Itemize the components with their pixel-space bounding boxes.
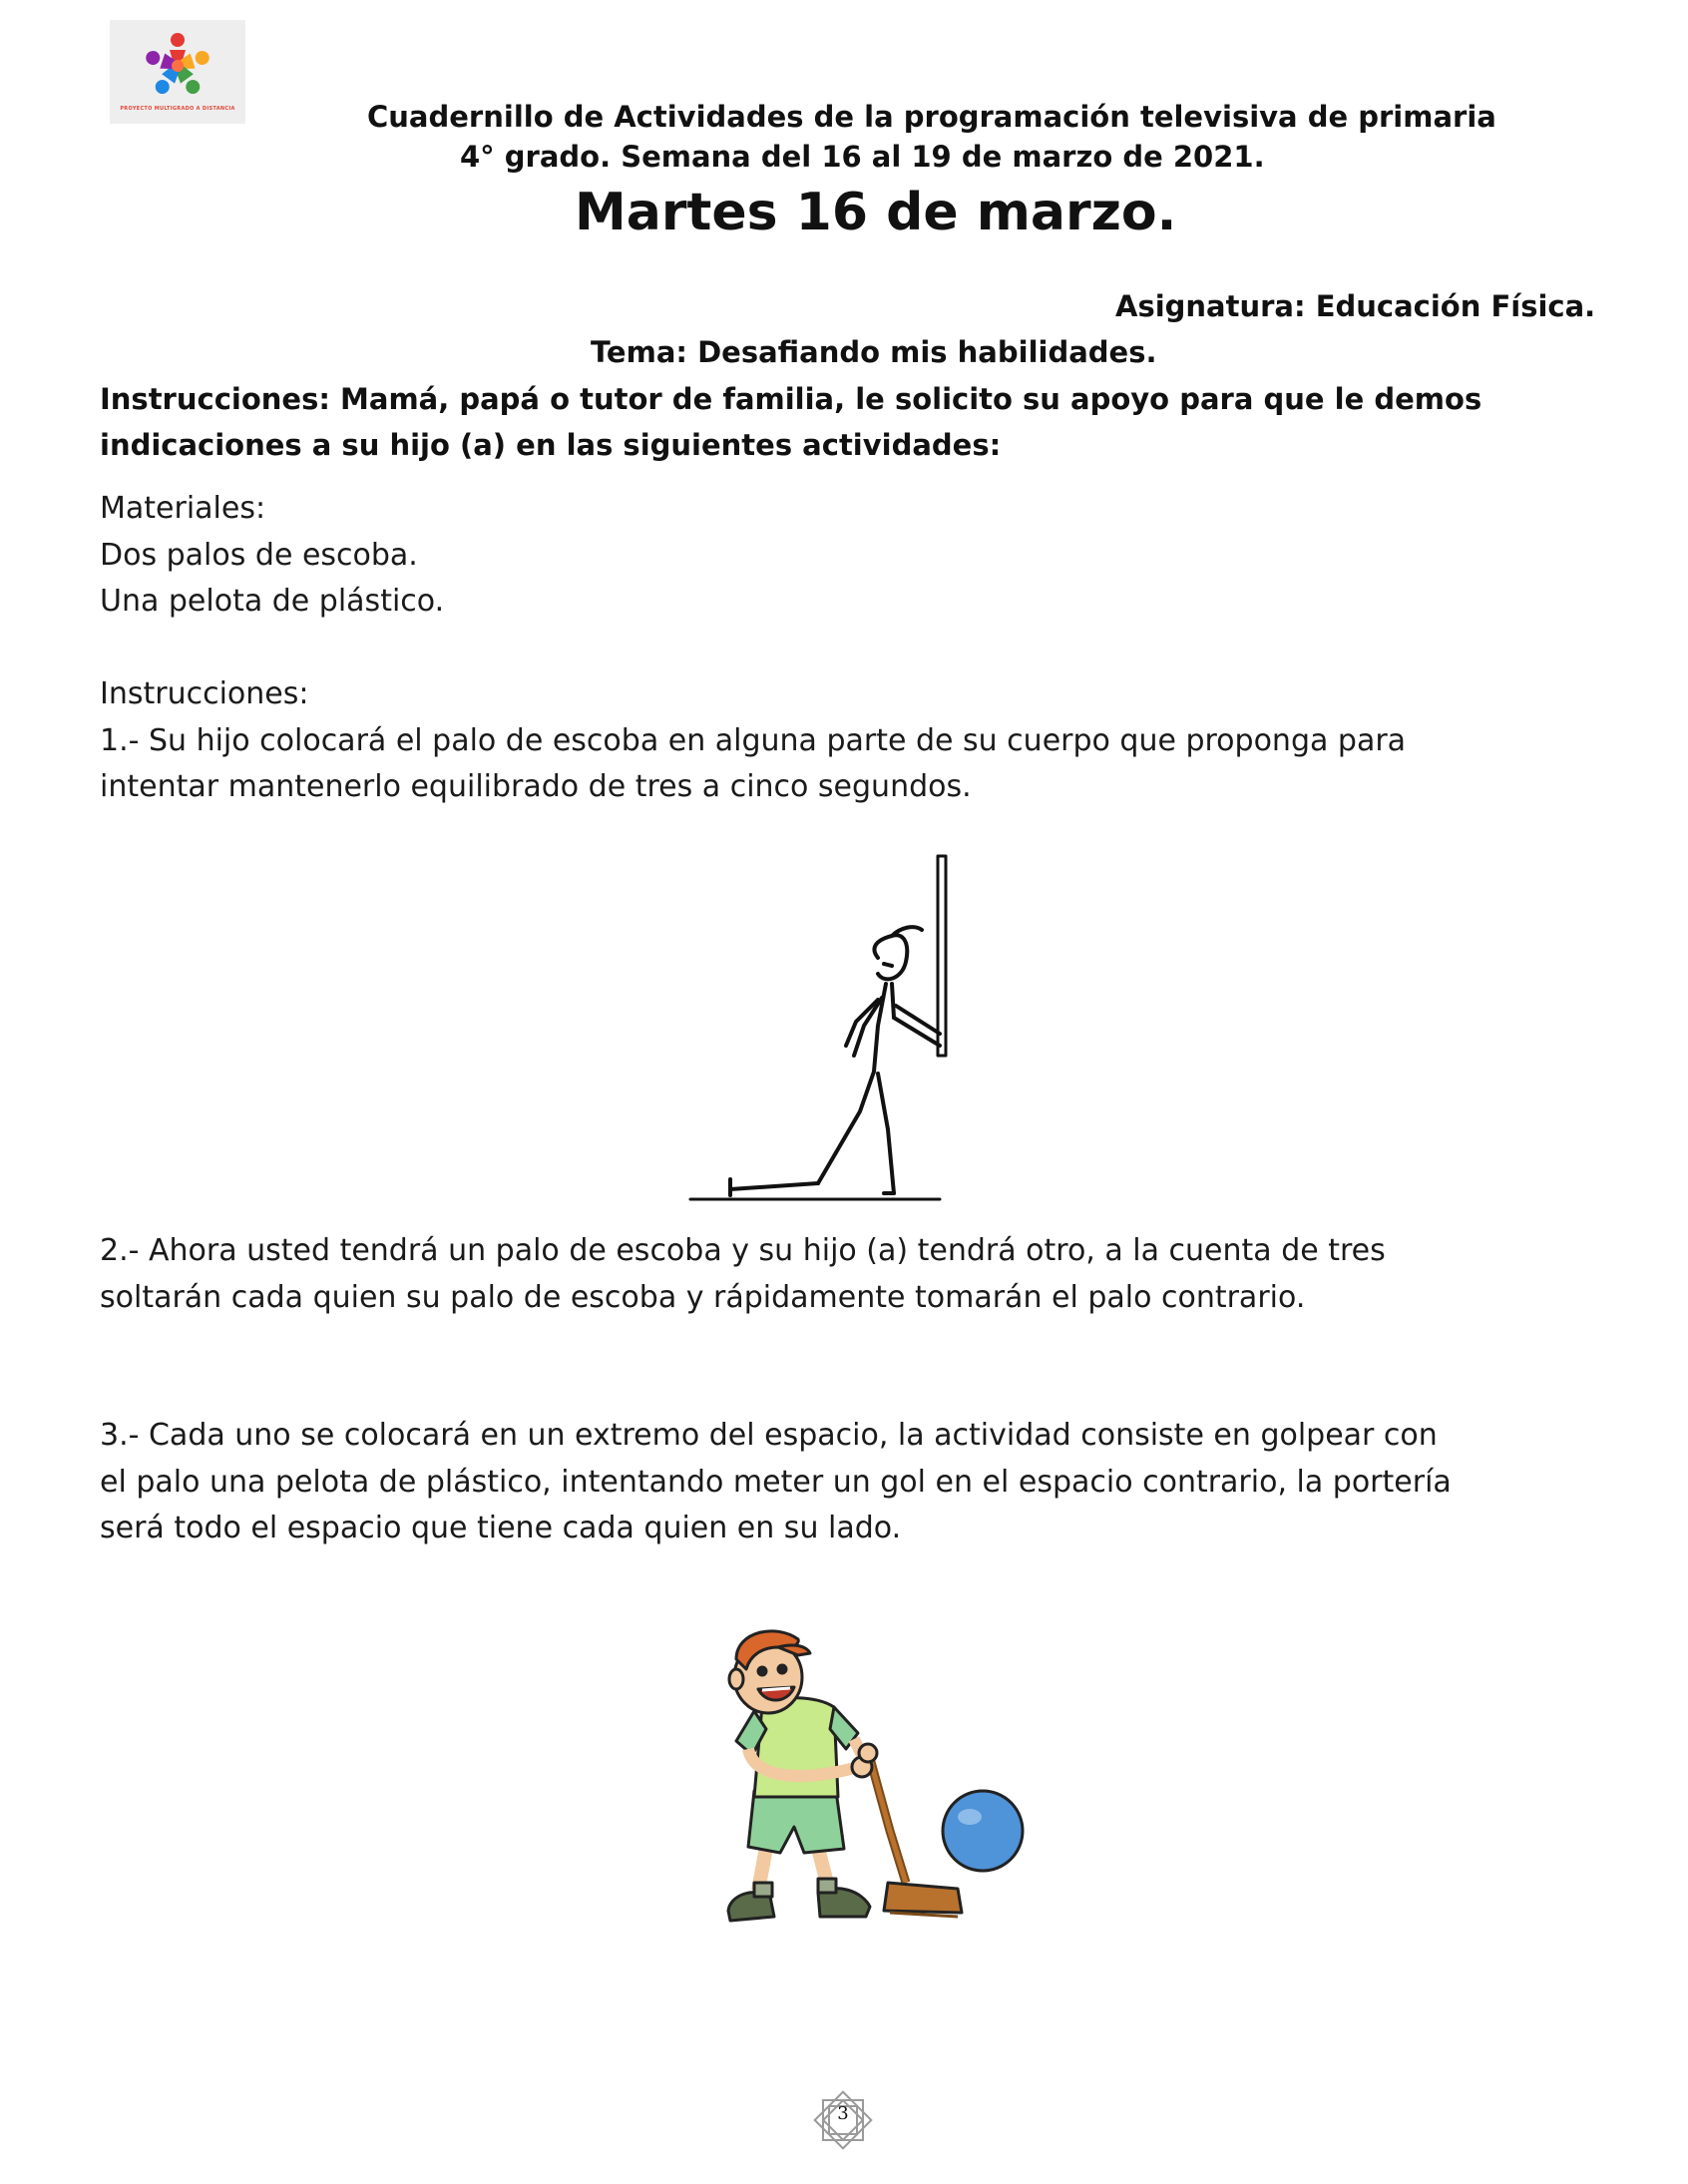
page-number-badge <box>798 2080 888 2160</box>
intro-line-1: Instrucciones: Mamá, papá o tutor de familia, le solicito su apoyo para que le demos <box>100 382 1482 416</box>
header-line-2: 4° grado. Semana del 16 al 19 de marzo de 2021. <box>460 140 1265 174</box>
stick-figure-illustration <box>678 850 948 1207</box>
logo-caption: PROYECTO MULTIGRADO A DISTANCIA <box>120 106 235 112</box>
header-line-1: Cuadernillo de Actividades de la programación televisiva de primaria <box>367 100 1496 134</box>
page-title: Martes 16 de marzo. <box>575 183 1177 242</box>
instructions-heading: Instrucciones: <box>100 676 309 711</box>
page-number: 3 <box>837 2103 849 2124</box>
step-2-line: soltarán cada quien su palo de escoba y rápidamente tomarán el palo contrario. <box>100 1280 1306 1315</box>
step-3-line: será todo el espacio que tiene cada quien en su lado. <box>100 1511 902 1545</box>
logo <box>110 20 245 124</box>
step-2-line: 2.- Ahora usted tendrá un palo de escoba y su hijo (a) tendrá otro, a la cuenta de tres <box>100 1233 1386 1268</box>
step-3-line: el palo una pelota de plástico, intentando meter un gol en el espacio contrario, la portería <box>100 1465 1452 1500</box>
materials-item: Una pelota de plástico. <box>100 584 445 619</box>
intro-line-2: indicaciones a su hijo (a) en las siguientes actividades: <box>100 428 1002 462</box>
boy-broom-ball-illustration <box>658 1621 1028 1941</box>
topic-label: Tema: Desafiando mis habilidades. <box>591 335 1157 369</box>
step-1-line: 1.- Su hijo colocará el palo de escoba en alguna parte de su cuerpo que proponga para <box>100 723 1407 758</box>
subject-label: Asignatura: Educación Física. <box>1115 289 1596 323</box>
step-3-line: 3.- Cada uno se colocará en un extremo del espacio, la actividad consiste en golpear con <box>100 1418 1438 1453</box>
step-1-line: intentar mantenerlo equilibrado de tres a cinco segundos. <box>100 769 972 804</box>
materials-heading: Materiales: <box>100 491 266 526</box>
materials-item: Dos palos de escoba. <box>100 538 418 573</box>
